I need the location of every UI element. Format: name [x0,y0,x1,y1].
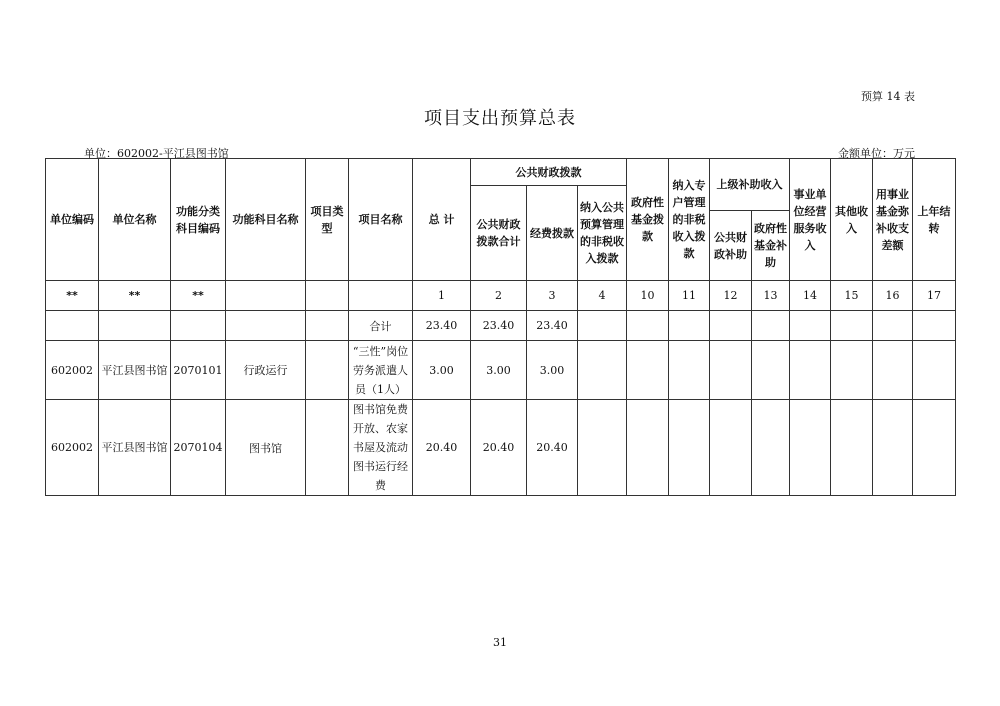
func-name-cell: 图书馆 [226,400,306,496]
header-project-name: 项目名称 [349,159,413,281]
header-unit-name: 单位名称 [99,159,171,281]
header-special-nontax: 纳入专户管理的非税收入拨款 [669,159,710,281]
header-funding: 经费拨款 [527,186,578,281]
index-cell: 16 [873,281,913,311]
func-code-cell: 2070104 [171,400,226,496]
header-other-income: 其他收入 [831,159,873,281]
index-cell: ** [99,281,171,311]
total-cell: 20.40 [413,400,471,496]
public-total-cell: 20.40 [471,400,527,496]
index-cell: 12 [710,281,752,311]
header-upper-gov-fund: 政府性基金补助 [752,211,790,281]
unit-name-cell: 平江县图书馆 [99,400,171,496]
index-cell [306,281,349,311]
header-project-type: 项目类型 [306,159,349,281]
project-name-cell: “三性”岗位劳务派遣人员（1人） [349,341,413,400]
header-upper-subsidy: 上级补助收入 [710,159,790,211]
header-gov-fund: 政府性基金拨款 [627,159,669,281]
index-cell: 13 [752,281,790,311]
unit-code-cell: 602002 [46,341,99,400]
func-name-cell: 行政运行 [226,341,306,400]
project-expenditure-table [45,158,956,496]
total-funding-amount: 23.40 [527,311,578,341]
index-cell: 15 [831,281,873,311]
header-fund-offset: 用事业基金弥补收支差额 [873,159,913,281]
total-amount: 23.40 [413,311,471,341]
index-cell: 14 [790,281,831,311]
total-label: 合计 [349,311,413,341]
project-type-cell [306,341,349,400]
funding-cell: 20.40 [527,400,578,496]
form-number: 预算 14 表 [861,90,915,103]
index-cell: 10 [627,281,669,311]
index-row [46,281,956,311]
index-cell: 17 [913,281,956,311]
header-nontax-budget: 纳入公共预算管理的非税收入拨款 [578,186,627,281]
table-row [46,400,956,496]
funding-cell: 3.00 [527,341,578,400]
header-func-name: 功能科目名称 [226,159,306,281]
total-row [46,311,956,341]
total-public-amount: 23.40 [471,311,527,341]
page-title: 项目支出预算总表 [424,108,576,129]
index-cell: 3 [527,281,578,311]
header-public-finance-total: 公共财政拨款合计 [471,186,527,281]
page-number: 31 [493,636,507,649]
header-carryover: 上年结转 [913,159,956,281]
unit-label: 单位：602002-平江县图书馆 [84,147,229,160]
header-total: 总 计 [413,159,471,281]
unit-name-cell: 平江县图书馆 [99,341,171,400]
func-code-cell: 2070101 [171,341,226,400]
header-business-income: 事业单位经营服务收入 [790,159,831,281]
project-name-cell: 图书馆免费开放、农家书屋及流动图书运行经费 [349,400,413,496]
index-cell [349,281,413,311]
header-public-finance: 公共财政拨款 [471,159,627,186]
index-cell: ** [171,281,226,311]
header-upper-public: 公共财政补助 [710,211,752,281]
index-cell: 2 [471,281,527,311]
index-cell: ** [46,281,99,311]
amount-unit-label: 金额单位：万元 [838,147,915,160]
table-row [46,341,956,400]
index-cell: 11 [669,281,710,311]
unit-code-cell: 602002 [46,400,99,496]
index-cell: 4 [578,281,627,311]
index-cell: 1 [413,281,471,311]
header-func-code: 功能分类科目编码 [171,159,226,281]
index-cell [226,281,306,311]
project-type-cell [306,400,349,496]
header-unit-code: 单位编码 [46,159,99,281]
public-total-cell: 3.00 [471,341,527,400]
total-cell: 3.00 [413,341,471,400]
